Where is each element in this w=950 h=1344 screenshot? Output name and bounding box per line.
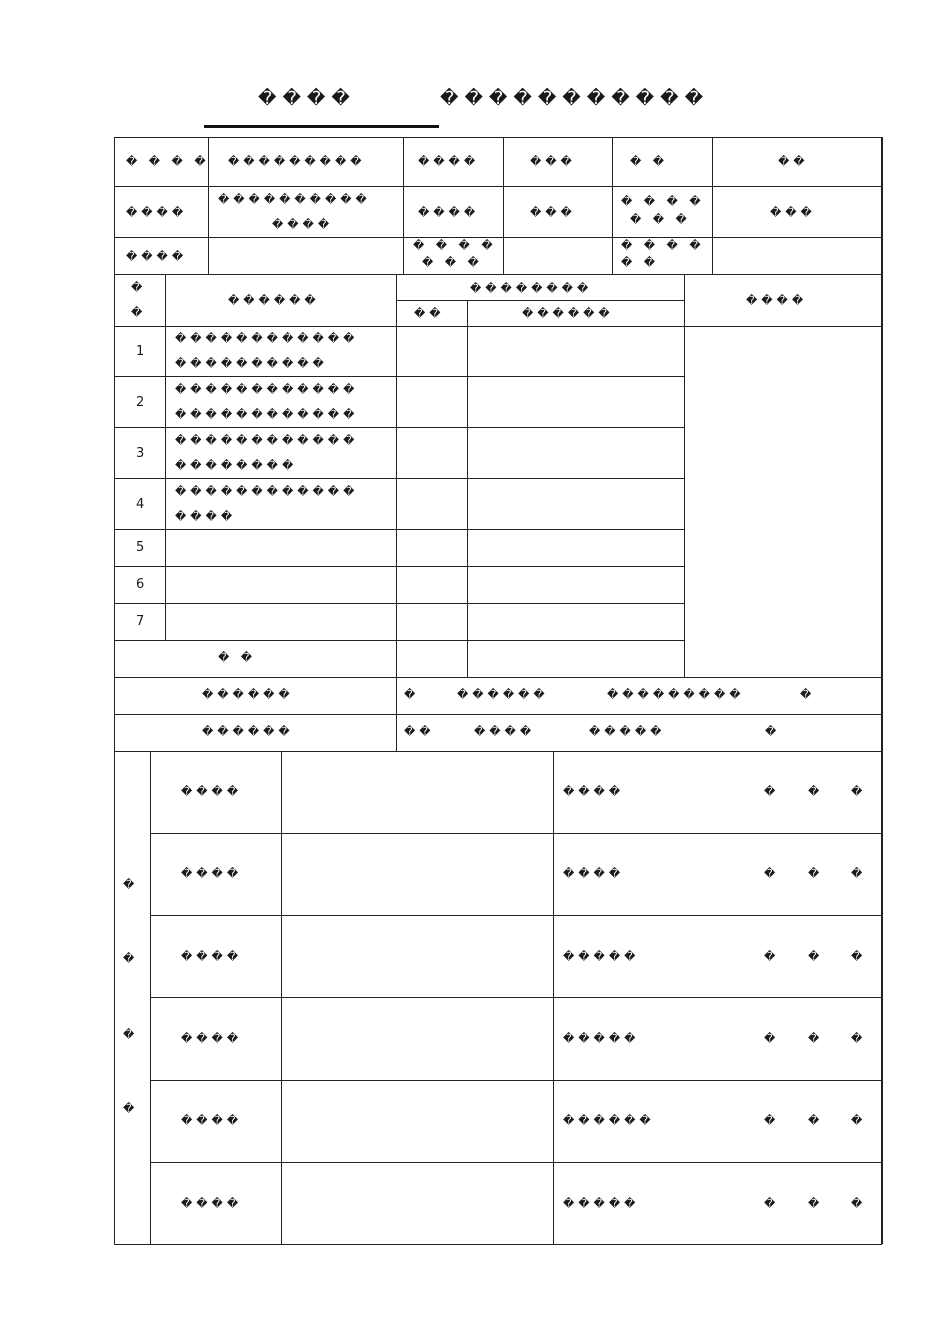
check-row2-label: ������	[202, 725, 294, 738]
header-r2-label3-line1: � � � �	[621, 195, 705, 208]
month-char: �	[808, 1197, 824, 1210]
col-sub2-header: ������	[522, 307, 614, 320]
row-item-line1: ������������	[175, 383, 359, 396]
signature-field[interactable]	[282, 998, 553, 1080]
header-r1-value1[interactable]: ���������	[228, 155, 366, 168]
day-char: �	[851, 1197, 867, 1210]
side-label-char: �	[123, 1028, 139, 1041]
row-item-line1: ������������	[175, 332, 359, 345]
month-char: �	[808, 785, 824, 798]
sign-role-label: ����	[181, 1032, 243, 1045]
header-r3-label3-line1: � � � �	[621, 239, 705, 252]
day-char: �	[851, 1114, 867, 1127]
total-label: � �	[218, 651, 257, 664]
day-char: �	[851, 950, 867, 963]
check-row1-a: �	[404, 688, 420, 701]
sign-role-label: ����	[181, 785, 243, 798]
side-label-char: �	[123, 1102, 139, 1115]
header-r2-value3[interactable]: ���	[770, 206, 816, 219]
sign-date-label: �����	[563, 950, 640, 963]
header-r3-label2-line1: � � � �	[413, 239, 497, 252]
form-title	[0, 88, 950, 118]
check-row1-c: ���������	[607, 688, 745, 701]
signature-field[interactable]	[282, 1163, 553, 1244]
header-r3-label1: ����	[126, 250, 188, 263]
check-row2-c: �����	[589, 725, 666, 738]
title-left: ����	[258, 88, 356, 109]
col-item-header: ������	[228, 294, 320, 307]
col-remark-header: ����	[746, 294, 808, 307]
day-char: �	[851, 785, 867, 798]
header-r1-value3[interactable]: ��	[778, 155, 809, 168]
header-r3-label2-line2: � � �	[422, 256, 483, 269]
header-r1-label2: ����	[418, 155, 480, 168]
title-underline	[204, 125, 439, 128]
signature-field[interactable]	[282, 916, 553, 997]
year-char: �	[764, 785, 780, 798]
sign-date-label: �����	[563, 1032, 640, 1045]
year-char: �	[764, 1114, 780, 1127]
signature-field[interactable]	[282, 752, 553, 833]
row-number: 7	[136, 614, 145, 629]
row-number: 1	[136, 344, 145, 359]
sign-date-label: �����	[563, 1197, 640, 1210]
row-number: 3	[136, 446, 145, 461]
check-row1-d: �	[800, 688, 816, 701]
sign-date-label: ����	[563, 785, 625, 798]
month-char: �	[808, 867, 824, 880]
header-r2-value1-line1[interactable]: ����������	[218, 193, 371, 206]
signature-field[interactable]	[282, 1081, 553, 1162]
sign-role-label: ����	[181, 950, 243, 963]
side-label-char: �	[123, 952, 139, 965]
day-char: �	[851, 1032, 867, 1045]
signature-field[interactable]	[282, 834, 553, 915]
year-char: �	[764, 1197, 780, 1210]
year-char: �	[764, 1032, 780, 1045]
row-number: 6	[136, 577, 145, 592]
header-r1-label1: � � � �	[126, 155, 210, 168]
month-char: �	[808, 1114, 824, 1127]
row-item-line1: ������������	[175, 485, 359, 498]
col-sub1-header: ��	[414, 307, 445, 320]
row-item-line2: ����������	[175, 357, 328, 370]
row-item-line2: ��������	[175, 459, 298, 472]
check-row2-b: ����	[474, 725, 536, 738]
header-r2-label1: ����	[126, 206, 188, 219]
header-r2-value2[interactable]: ���	[530, 206, 576, 219]
year-char: �	[764, 950, 780, 963]
month-char: �	[808, 950, 824, 963]
sign-date-label: ����	[563, 867, 625, 880]
check-row2-a: ��	[404, 725, 435, 738]
side-label-char: �	[123, 878, 139, 891]
header-r3-label3-line2: � �	[621, 256, 660, 269]
sign-role-label: ����	[181, 1197, 243, 1210]
row-item-line2: ����	[175, 510, 237, 523]
month-char: �	[808, 1032, 824, 1045]
title-right: �����������	[440, 88, 710, 109]
header-r1-value2[interactable]: ���	[530, 155, 576, 168]
header-r2-value1-line2[interactable]: ����	[272, 218, 334, 231]
col-no-bottom: �	[131, 306, 147, 319]
row-item-line2: ������������	[175, 408, 359, 421]
sign-date-label: ������	[563, 1114, 655, 1127]
year-char: �	[764, 867, 780, 880]
row-number: 2	[136, 395, 145, 410]
row-item-line1: ������������	[175, 434, 359, 447]
check-row1-b: ������	[457, 688, 549, 701]
header-r2-label3-line2: � � �	[630, 213, 691, 226]
row-number: 5	[136, 540, 145, 555]
check-row2-d: �	[765, 725, 781, 738]
day-char: �	[851, 867, 867, 880]
header-r1-label3: � �	[630, 155, 669, 168]
col-group-header: ��������	[470, 282, 593, 295]
row-number: 4	[136, 497, 145, 512]
check-row1-label: ������	[202, 688, 294, 701]
sign-role-label: ����	[181, 867, 243, 880]
col-no-top: �	[131, 281, 147, 294]
sign-role-label: ����	[181, 1114, 243, 1127]
header-r2-label2: ����	[418, 206, 480, 219]
